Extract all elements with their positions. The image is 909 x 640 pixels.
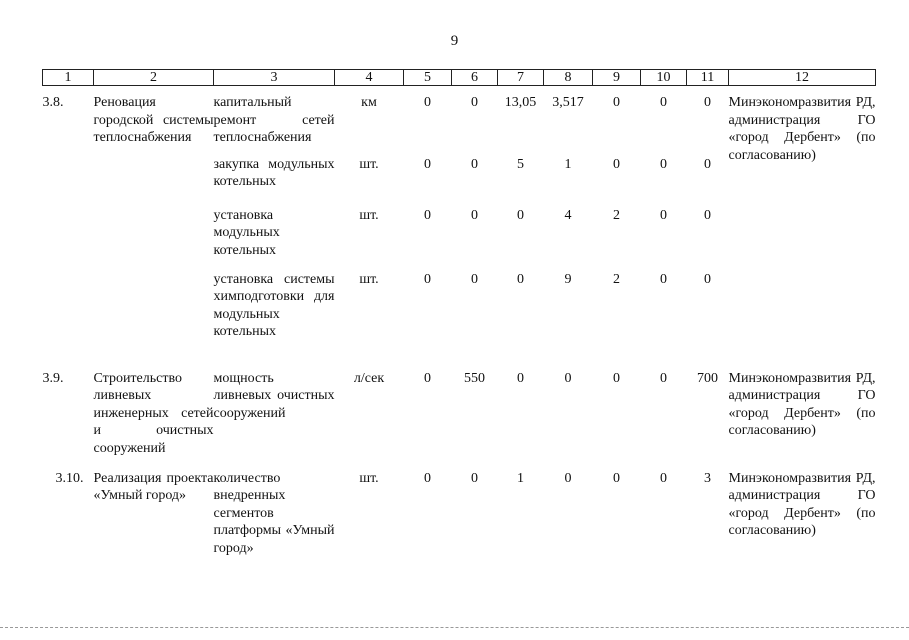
value-cell: 0 <box>613 95 620 110</box>
indicator-name: количество внедренных сегментов платформы «Умный город» <box>213 470 335 556</box>
value-cell: 4 <box>564 207 572 223</box>
value-cell: 0 <box>704 95 711 110</box>
indicator-name: установка модульных котельных <box>213 207 280 258</box>
value-cell: 0 <box>471 207 478 223</box>
indicator-name: мощность ливневых очистных сооружений <box>213 370 335 421</box>
page-number: 9 <box>450 33 459 49</box>
value-cell: 550 <box>464 370 485 386</box>
value-cell: 0 <box>660 95 667 110</box>
column-number: 12 <box>729 70 876 86</box>
value-cell: 0 <box>517 271 524 287</box>
value-cell: 1 <box>517 470 524 486</box>
value-cell: 0 <box>424 207 431 223</box>
value-cell: 3,517 <box>552 95 584 110</box>
indicator-name: установка системы химподготовки для модульных котельных <box>213 271 335 339</box>
value-cell: 0 <box>704 156 711 172</box>
column-number: 7 <box>498 70 544 86</box>
scan-edge-line <box>0 627 909 628</box>
value-cell: 0 <box>564 370 572 386</box>
column-number: 8 <box>544 70 593 86</box>
column-number: 2 <box>94 70 214 86</box>
value-cell: 0 <box>424 95 431 110</box>
value-cell: 0 <box>660 370 667 386</box>
value-cell: 3 <box>704 470 711 486</box>
measure-name: Реализация проекта «Умный город» <box>93 470 214 503</box>
column-number-row <box>43 70 876 86</box>
column-number: 3 <box>214 70 335 86</box>
responsible-party: Минэкономразвития РД, администрация ГО «город Дербент» (по согласованию) <box>728 470 876 538</box>
value-cell: 2 <box>613 271 620 287</box>
value-cell: 0 <box>471 271 478 287</box>
value-cell: 0 <box>471 156 478 172</box>
value-cell: 0 <box>704 271 711 287</box>
value-cell: 0 <box>517 207 524 223</box>
row-number: 3.8. <box>42 95 64 110</box>
value-cell: 0 <box>660 207 667 223</box>
unit: шт. <box>359 156 379 172</box>
value-cell: 0 <box>471 95 478 110</box>
value-cell: 0 <box>517 370 524 386</box>
value-cell: 0 <box>424 156 431 172</box>
value-cell: 0 <box>704 207 711 223</box>
row-number: 3.10. <box>55 470 84 486</box>
value-cell: 2 <box>613 207 620 223</box>
value-cell: 0 <box>424 370 431 386</box>
unit: шт. <box>359 207 379 223</box>
table-row <box>43 470 876 558</box>
unit: л/сек <box>353 370 385 386</box>
indicator-name: закупка модульных котельных <box>213 156 335 189</box>
column-number: 9 <box>593 70 641 86</box>
column-number: 1 <box>43 70 94 86</box>
value-cell: 0 <box>613 156 620 172</box>
column-number: 11 <box>687 70 729 86</box>
table-row <box>43 370 876 470</box>
value-cell: 0 <box>471 470 478 486</box>
unit: км <box>361 95 377 110</box>
value-cell: 0 <box>660 271 667 287</box>
value-cell: 5 <box>517 156 524 172</box>
value-cell: 13,05 <box>504 95 537 110</box>
value-cell: 0 <box>424 470 431 486</box>
measure-name: Строительство ливневых инженерных сетей и очистных сооружений <box>93 370 214 456</box>
unit: шт. <box>359 470 379 486</box>
value-cell: 0 <box>613 470 620 486</box>
row-number: 3.9. <box>42 370 64 386</box>
value-cell: 0 <box>564 470 572 486</box>
indicator-name: капитальный ремонт сетей теплоснабжения <box>213 95 335 145</box>
value-cell: 9 <box>564 271 572 287</box>
responsible-party: Минэкономразвития РД, администрация ГО «город Дербент» (по согласованию) <box>728 95 876 163</box>
value-cell: 0 <box>660 470 667 486</box>
column-number: 5 <box>404 70 452 86</box>
value-cell: 0 <box>424 271 431 287</box>
column-number: 6 <box>452 70 498 86</box>
program-table <box>42 69 876 557</box>
column-number: 4 <box>335 70 404 86</box>
column-number: 10 <box>641 70 687 86</box>
value-cell: 700 <box>697 370 718 386</box>
value-cell: 1 <box>564 156 572 172</box>
value-cell: 0 <box>660 156 667 172</box>
table-row <box>43 86 876 156</box>
value-cell: 0 <box>613 370 620 386</box>
unit: шт. <box>359 271 379 287</box>
responsible-party: Минэкономразвития РД, администрация ГО «город Дербент» (по согласованию) <box>728 370 876 438</box>
measure-name: Реновация городской системы теплоснабжения <box>93 95 214 145</box>
